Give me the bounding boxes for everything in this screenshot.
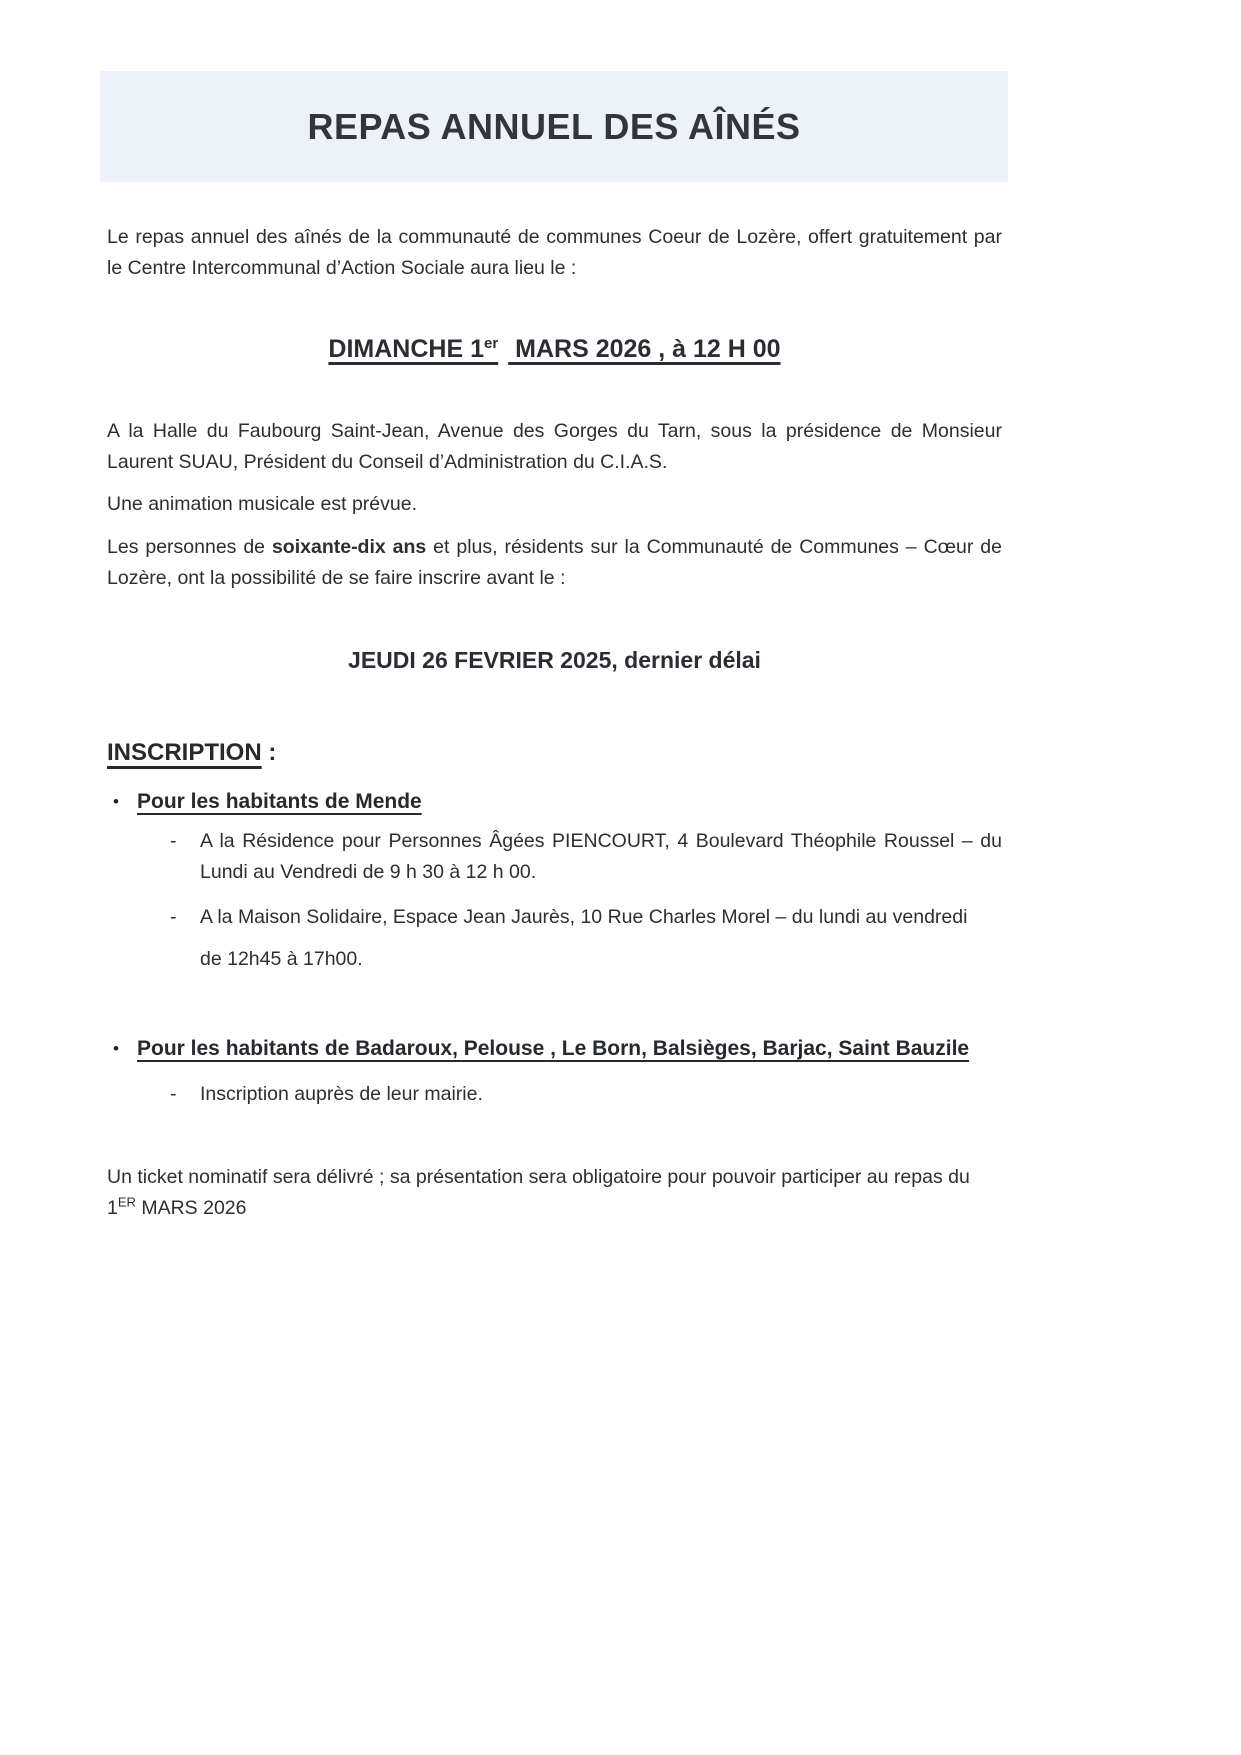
inscription-heading [107, 737, 1002, 768]
title-banner [100, 71, 1008, 182]
dash-icon: - [170, 1083, 177, 1105]
event-date-heading [107, 334, 1002, 365]
footer-line2-superscript: ER [117, 1194, 136, 1210]
bullet-mende-title: Pour les habitants de Mende [137, 790, 422, 813]
deadline-heading: JEUDI 26 FEVRIER 2025, dernier délai [348, 647, 761, 673]
event-date-text [328, 335, 780, 363]
event-date-rest: MARS 2026 , à 12 H 00 [508, 335, 781, 363]
footer-line2 [107, 1193, 1002, 1224]
mairie-text: Inscription auprès de leur mairie. [200, 1083, 483, 1105]
footer-line1: Un ticket nominatif sera délivré ; sa présentation sera obligatoire pour pouvoir participer au repas du [107, 1166, 970, 1188]
inscription-heading-colon: : [261, 739, 277, 766]
bullet-badaroux [113, 1034, 1008, 1063]
piencourt-text: A la Résidence pour Personnes Âgées PIENCOURT, 4 Boulevard Théophile Roussel – du Lundi au Vendredi de 9 h 30 à 12 h 00. [200, 830, 1002, 883]
footer-line2-rest: MARS 2026 [135, 1197, 247, 1219]
footer-line2-prefix: 1 [107, 1197, 118, 1219]
dash-icon: - [170, 906, 177, 928]
bullet-mende [113, 787, 1008, 816]
inscription-heading-word: INSCRIPTION [107, 739, 262, 766]
event-date-prefix: DIMANCHE 1 [328, 335, 484, 363]
footer-paragraph [107, 1162, 1002, 1224]
venue-paragraph: A la Halle du Faubourg Saint-Jean, Avenue des Gorges du Tarn, sous la présidence de Monsieur Laurent SUAU, Président du Conseil d’Administration du C.I.A.S. [107, 420, 1002, 473]
intro-paragraph: Le repas annuel des aînés de la communauté de communes Coeur de Lozère, offert gratuitement par le Centre Intercommunal d’Action Sociale aura lieu le : [107, 226, 1002, 279]
eligibility-pre: Les personnes de [107, 536, 272, 558]
maison-solidaire-hours: de 12h45 à 17h00. [200, 948, 363, 970]
bullet-icon: • [113, 792, 119, 811]
bullet-badaroux-title: Pour les habitants de Badaroux, Pelouse , Le Born, Balsièges, Barjac, Saint Bauzile [137, 1037, 970, 1060]
page-title: REPAS ANNUEL DES AÎNÉS [307, 105, 801, 147]
eligibility-post: et plus, résidents sur la Communauté de Communes – Cœur de Lozère, ont la possibilité de se faire inscrire avant le : [107, 536, 1002, 589]
animation-paragraph: Une animation musicale est prévue. [107, 493, 417, 515]
bullet-icon: • [113, 1039, 119, 1058]
event-date-superscript: er [484, 334, 499, 352]
list-item-maison-solidaire [170, 902, 1002, 933]
list-item-mairie [170, 1079, 1002, 1110]
maison-solidaire-text: A la Maison Solidaire, Espace Jean Jaurès, 10 Rue Charles Morel – du lundi au vendredi [200, 906, 968, 928]
list-item-piencourt [170, 826, 1002, 888]
dash-icon: - [170, 830, 177, 852]
eligibility-bold: soixante-dix ans [271, 536, 427, 558]
eligibility-paragraph [107, 532, 1002, 594]
